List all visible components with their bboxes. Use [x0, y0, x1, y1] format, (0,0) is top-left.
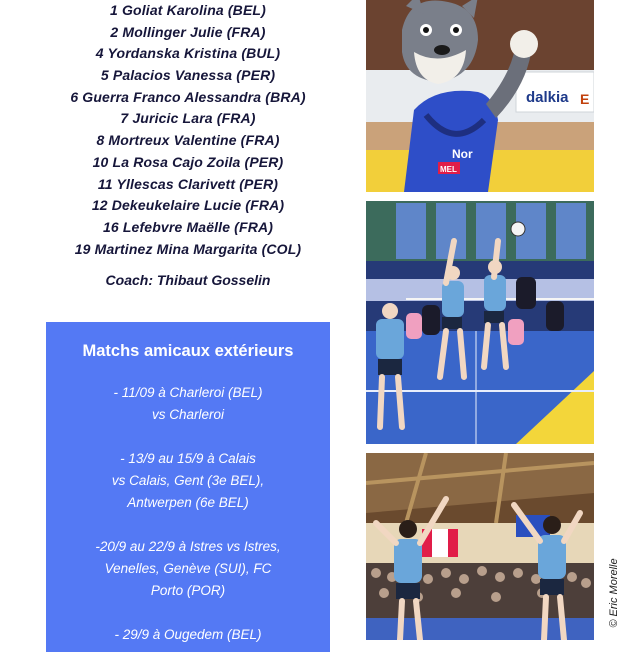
- match-action-photo: [366, 201, 594, 444]
- player-entry: 2 Mollinger Julie (FRA): [110, 23, 266, 40]
- player-entry: 19 Martinez Mina Margarita (COL): [74, 240, 302, 257]
- coach-line: Coach: Thibaut Gosselin: [105, 272, 271, 289]
- player-entry: 10 La Rosa Cajo Zoila (PER): [92, 153, 284, 170]
- match-item: [46, 536, 330, 602]
- match-line: - 29/9 à Ougedem (BEL): [114, 627, 262, 642]
- match-line: vs Calais, Gent (3e BEL),: [111, 473, 265, 488]
- match-line: - 11/09 à Charleroi (BEL): [113, 385, 263, 400]
- match-item: [46, 624, 330, 646]
- match-item: [46, 382, 330, 426]
- player-entry: 5 Palacios Vanessa (PER): [100, 67, 276, 84]
- player-entry: 12 Dekeukelaire Lucie (FRA): [91, 197, 285, 214]
- mascot-logo-text: MEL: [440, 165, 457, 174]
- banner-dalkia-text: dalkia: [526, 89, 569, 106]
- player-entry: 8 Mortreux Valentine (FRA): [96, 132, 280, 149]
- player-entry: 16 Lefebvre Maëlle (FRA): [102, 218, 274, 235]
- match-item: [46, 448, 330, 514]
- photo-credit: [606, 548, 622, 638]
- player-entry: 6 Guerra Franco Alessandra (BRA): [70, 88, 306, 105]
- match-line: Antwerpen (6e BEL): [127, 495, 249, 510]
- player-entry: 4 Yordanska Kristina (BUL): [95, 45, 281, 62]
- match-line: Porto (POR): [150, 583, 226, 598]
- mascot-shirt-text: Nor: [452, 147, 473, 161]
- matches-title: Matchs amicaux extérieurs: [82, 342, 294, 360]
- banner-b-text: E: [580, 91, 590, 107]
- mascot-photo: [366, 0, 594, 192]
- match-line: Venelles, Genève (SUI), FC: [104, 561, 272, 576]
- match-list: [46, 382, 330, 646]
- matches-panel: [46, 322, 330, 652]
- team-celebration-photo: [366, 453, 594, 640]
- roster: [46, 0, 330, 291]
- player-entry: 1 Goliat Karolina (BEL): [110, 2, 266, 18]
- match-line: vs Charleroi: [151, 407, 225, 422]
- photo-credit-text: © Eric Morelle: [608, 558, 620, 628]
- player-entry: 7 Juricic Lara (FRA): [120, 110, 256, 127]
- match-line: -20/9 au 22/9 à Istres vs Istres,: [95, 539, 281, 554]
- player-entry: 11 Yllescas Clarivett (PER): [97, 175, 279, 192]
- match-line: - 13/9 au 15/9 à Calais: [120, 451, 256, 466]
